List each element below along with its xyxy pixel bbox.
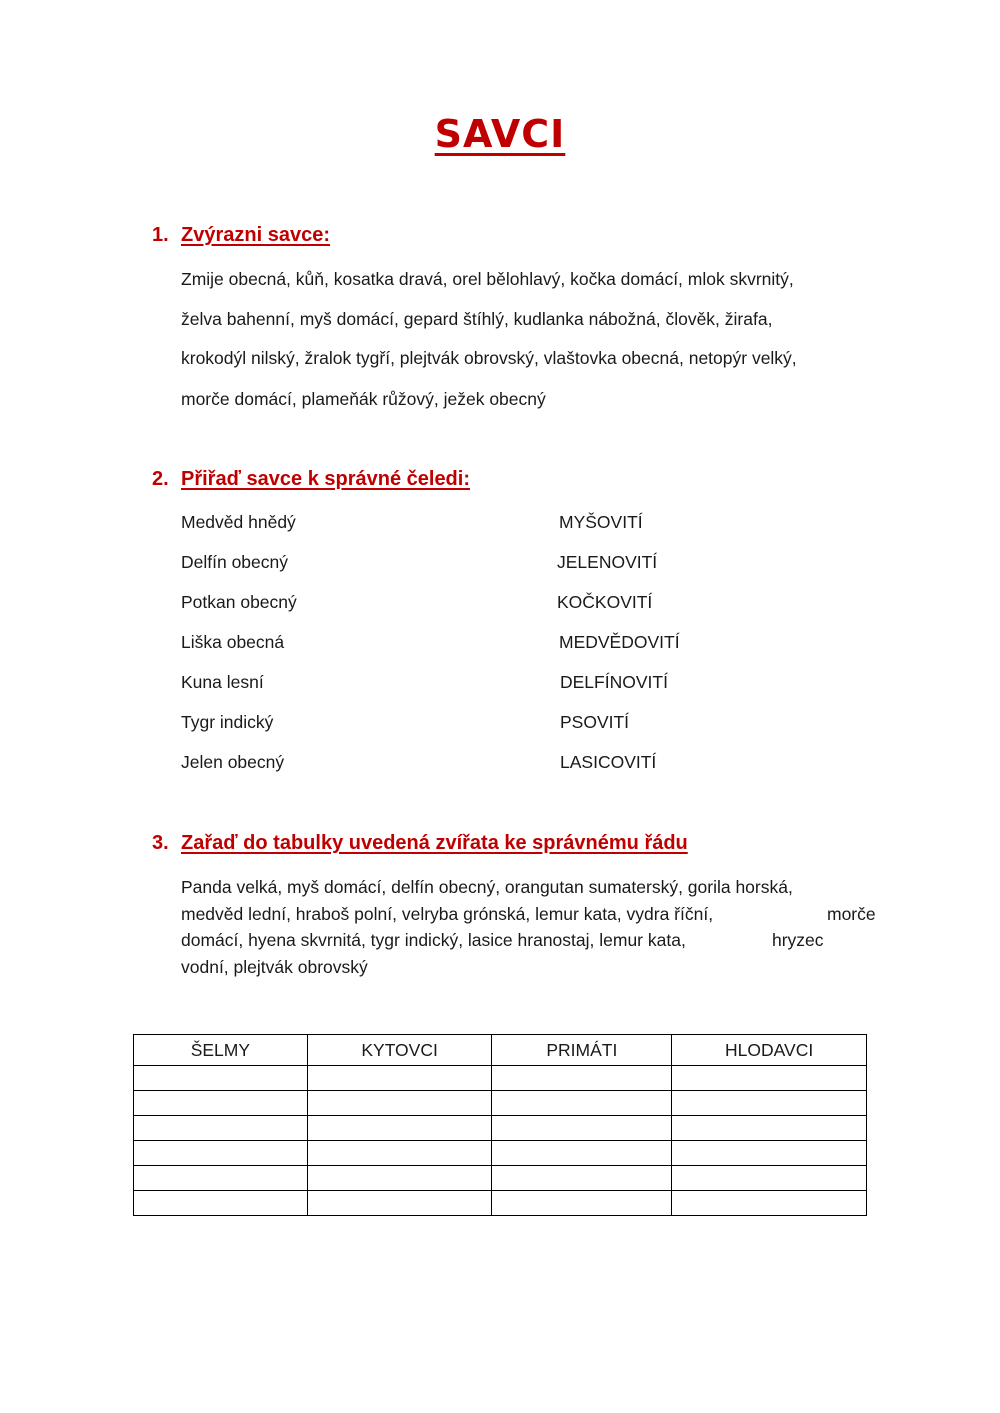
table-cell[interactable] [307, 1091, 492, 1116]
family-item: KOČKOVITÍ [557, 592, 653, 612]
classification-table [133, 1034, 867, 1216]
table-cell[interactable] [492, 1116, 672, 1141]
family-item: MYŠOVITÍ [559, 512, 643, 532]
table-cell[interactable] [134, 1066, 308, 1091]
table-row [134, 1191, 867, 1216]
animal-item: Jelen obecný [181, 752, 285, 772]
paragraph-line [181, 901, 881, 928]
column-header-hlodavci: HLODAVCI [672, 1035, 867, 1066]
table-cell[interactable] [492, 1191, 672, 1216]
column-header-primati: PRIMÁTI [492, 1035, 672, 1066]
table-cell[interactable] [672, 1116, 867, 1141]
section-1-heading [152, 224, 330, 247]
section-title: Zařaď do tabulky uvedená zvířata ke správnému řádu [181, 832, 688, 854]
table-cell[interactable] [134, 1091, 308, 1116]
table-cell[interactable] [134, 1141, 308, 1166]
section-number: 2. [152, 468, 169, 490]
line-tail: hryzec [772, 930, 824, 950]
table-cell[interactable] [492, 1166, 672, 1191]
paragraph-line: krokodýl nilský, žralok tygří, plejtvák obrovský, vlaštovka obecná, netopýr velký, [181, 348, 797, 368]
table-cell[interactable] [672, 1166, 867, 1191]
animal-item: Tygr indický [181, 712, 274, 732]
table-row [134, 1141, 867, 1166]
section-title: Přiřaď savce k správné čeledi: [181, 468, 470, 490]
table-row [134, 1066, 867, 1091]
paragraph-line: morče domácí, plameňák růžový, ježek obecný [181, 389, 546, 409]
table-cell[interactable] [672, 1191, 867, 1216]
line-text: domácí, hyena skvrnitá, tygr indický, lasice hranostaj, lemur kata, [181, 930, 686, 950]
family-item: LASICOVITÍ [560, 752, 657, 772]
table-cell[interactable] [307, 1166, 492, 1191]
column-header-kytovci: KYTOVCI [307, 1035, 492, 1066]
table-cell[interactable] [134, 1191, 308, 1216]
table-row [134, 1116, 867, 1141]
table-row [134, 1091, 867, 1116]
paragraph-line [181, 927, 881, 954]
table-cell[interactable] [134, 1116, 308, 1141]
line-tail: morče [827, 903, 876, 924]
animal-item: Kuna lesní [181, 672, 264, 692]
table-cell[interactable] [672, 1066, 867, 1091]
table-cell[interactable] [307, 1116, 492, 1141]
section-3-heading [152, 832, 688, 855]
page-title: SAVCI [434, 112, 566, 156]
section-number: 3. [152, 832, 169, 854]
line-text: medvěd lední, hraboš polní, velryba grónská, lemur kata, vydra říční, [181, 903, 714, 924]
section-2-heading [152, 468, 470, 491]
table-header-row [134, 1035, 867, 1066]
family-item: MEDVĚDOVITÍ [559, 632, 680, 652]
paragraph-line: Zmije obecná, kůň, kosatka dravá, orel bělohlavý, kočka domácí, mlok skvrnitý, [181, 269, 794, 289]
table-cell[interactable] [307, 1141, 492, 1166]
paragraph-line [181, 954, 881, 981]
family-item: DELFÍNOVITÍ [560, 672, 668, 692]
family-item: PSOVITÍ [560, 712, 630, 732]
table-row [134, 1166, 867, 1191]
section-number: 1. [152, 224, 169, 246]
table-cell[interactable] [134, 1166, 308, 1191]
animal-item: Liška obecná [181, 632, 285, 652]
family-item: JELENOVITÍ [557, 552, 658, 572]
table-cell[interactable] [307, 1191, 492, 1216]
column-header-selmy: ŠELMY [134, 1035, 308, 1066]
table-cell[interactable] [672, 1141, 867, 1166]
table-cell[interactable] [672, 1091, 867, 1116]
animal-item: Medvěd hnědý [181, 512, 296, 532]
section-title: Zvýrazni savce: [181, 224, 330, 246]
animal-item: Delfín obecný [181, 552, 289, 572]
table-cell[interactable] [492, 1091, 672, 1116]
table-cell[interactable] [492, 1141, 672, 1166]
line-text: vodní, plejtvák obrovský [181, 956, 368, 977]
animal-list-paragraph [181, 874, 881, 980]
paragraph-line: želva bahenní, myš domácí, gepard štíhlý, kudlanka nábožná, člověk, žirafa, [181, 309, 773, 329]
table-cell[interactable] [307, 1066, 492, 1091]
line-text: Panda velká, myš domácí, delfín obecný, orangutan sumaterský, gorila horská, [181, 877, 793, 897]
paragraph-line [181, 874, 881, 901]
animal-item: Potkan obecný [181, 592, 297, 612]
table-cell[interactable] [492, 1066, 672, 1091]
